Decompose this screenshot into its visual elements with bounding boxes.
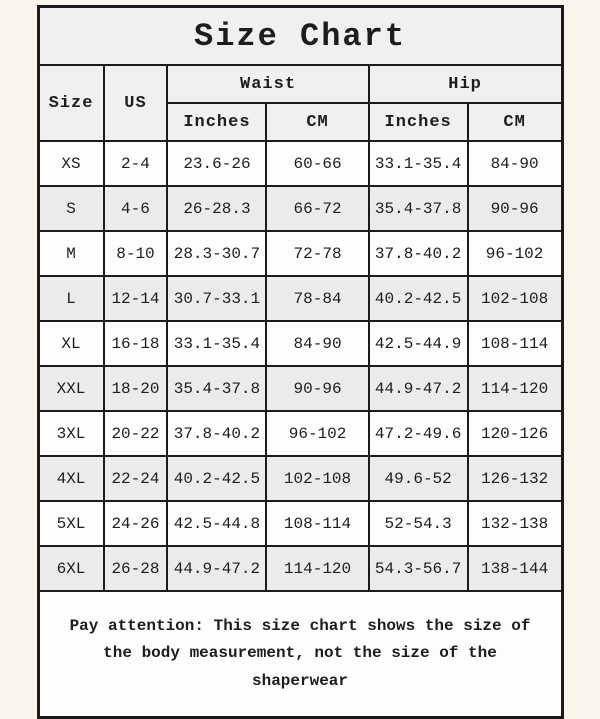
waist-inches-cell: 35.4-37.8 xyxy=(167,366,266,411)
table-row-m xyxy=(38,231,562,276)
hip-inches-cell: 33.1-35.4 xyxy=(369,141,468,186)
hip-cm-cell: 102-108 xyxy=(468,276,562,321)
size-cell: 4XL xyxy=(38,456,104,501)
column-header-hip-inches: Inches xyxy=(369,103,468,141)
size-cell: S xyxy=(38,186,104,231)
size-cell: 6XL xyxy=(38,546,104,591)
hip-inches-cell: 40.2-42.5 xyxy=(369,276,468,321)
hip-cm-cell: 84-90 xyxy=(468,141,562,186)
hip-inches-cell: 37.8-40.2 xyxy=(369,231,468,276)
hip-inches-cell: 35.4-37.8 xyxy=(369,186,468,231)
size-cell: XXL xyxy=(38,366,104,411)
waist-cm-cell: 90-96 xyxy=(266,366,368,411)
hip-inches-cell: 47.2-49.6 xyxy=(369,411,468,456)
waist-cm-cell: 60-66 xyxy=(266,141,368,186)
table-row-4xl xyxy=(38,456,562,501)
waist-cm-cell: 96-102 xyxy=(266,411,368,456)
column-header-hip: Hip xyxy=(369,65,562,103)
column-header-waist-inches: Inches xyxy=(167,103,266,141)
hip-inches-cell: 54.3-56.7 xyxy=(369,546,468,591)
waist-inches-cell: 26-28.3 xyxy=(167,186,266,231)
waist-cm-cell: 114-120 xyxy=(266,546,368,591)
waist-cm-cell: 72-78 xyxy=(266,231,368,276)
hip-cm-cell: 114-120 xyxy=(468,366,562,411)
hip-inches-cell: 49.6-52 xyxy=(369,456,468,501)
hip-inches-cell: 44.9-47.2 xyxy=(369,366,468,411)
size-cell: XS xyxy=(38,141,104,186)
table-row-xxl xyxy=(38,366,562,411)
hip-cm-cell: 120-126 xyxy=(468,411,562,456)
waist-inches-cell: 44.9-47.2 xyxy=(167,546,266,591)
waist-cm-cell: 66-72 xyxy=(266,186,368,231)
hip-inches-cell: 52-54.3 xyxy=(369,501,468,546)
waist-cm-cell: 102-108 xyxy=(266,456,368,501)
note-row xyxy=(38,591,562,718)
hip-cm-cell: 138-144 xyxy=(468,546,562,591)
size-cell: XL xyxy=(38,321,104,366)
us-cell: 22-24 xyxy=(104,456,168,501)
title-row xyxy=(38,7,562,66)
size-chart-table xyxy=(37,5,564,719)
waist-inches-cell: 30.7-33.1 xyxy=(167,276,266,321)
table-row-xs xyxy=(38,141,562,186)
us-cell: 18-20 xyxy=(104,366,168,411)
waist-cm-cell: 78-84 xyxy=(266,276,368,321)
table-row-xl xyxy=(38,321,562,366)
hip-cm-cell: 132-138 xyxy=(468,501,562,546)
hip-cm-cell: 90-96 xyxy=(468,186,562,231)
hip-cm-cell: 96-102 xyxy=(468,231,562,276)
table-row-3xl xyxy=(38,411,562,456)
table-row-s xyxy=(38,186,562,231)
waist-inches-cell: 37.8-40.2 xyxy=(167,411,266,456)
us-cell: 16-18 xyxy=(104,321,168,366)
hip-cm-cell: 108-114 xyxy=(468,321,562,366)
page-title: Size Chart xyxy=(38,7,562,66)
column-header-size: Size xyxy=(38,65,104,141)
hip-inches-cell: 42.5-44.9 xyxy=(369,321,468,366)
us-cell: 24-26 xyxy=(104,501,168,546)
attention-note: Pay attention: This size chart shows the size of the body measurement, not the size of the shaperwear xyxy=(38,591,562,718)
waist-cm-cell: 84-90 xyxy=(266,321,368,366)
waist-inches-cell: 40.2-42.5 xyxy=(167,456,266,501)
waist-inches-cell: 33.1-35.4 xyxy=(167,321,266,366)
waist-cm-cell: 108-114 xyxy=(266,501,368,546)
us-cell: 8-10 xyxy=(104,231,168,276)
us-cell: 2-4 xyxy=(104,141,168,186)
us-cell: 20-22 xyxy=(104,411,168,456)
size-cell: L xyxy=(38,276,104,321)
us-cell: 26-28 xyxy=(104,546,168,591)
column-header-waist-cm: CM xyxy=(266,103,368,141)
us-cell: 12-14 xyxy=(104,276,168,321)
column-header-us: US xyxy=(104,65,168,141)
waist-inches-cell: 23.6-26 xyxy=(167,141,266,186)
size-cell: M xyxy=(38,231,104,276)
size-cell: 3XL xyxy=(38,411,104,456)
table-row-5xl xyxy=(38,501,562,546)
table-row-6xl xyxy=(38,546,562,591)
size-cell: 5XL xyxy=(38,501,104,546)
waist-inches-cell: 42.5-44.8 xyxy=(167,501,266,546)
us-cell: 4-6 xyxy=(104,186,168,231)
table-row-l xyxy=(38,276,562,321)
hip-cm-cell: 126-132 xyxy=(468,456,562,501)
waist-inches-cell: 28.3-30.7 xyxy=(167,231,266,276)
header-row-groups xyxy=(38,65,562,103)
column-header-hip-cm: CM xyxy=(468,103,562,141)
column-header-waist: Waist xyxy=(167,65,368,103)
